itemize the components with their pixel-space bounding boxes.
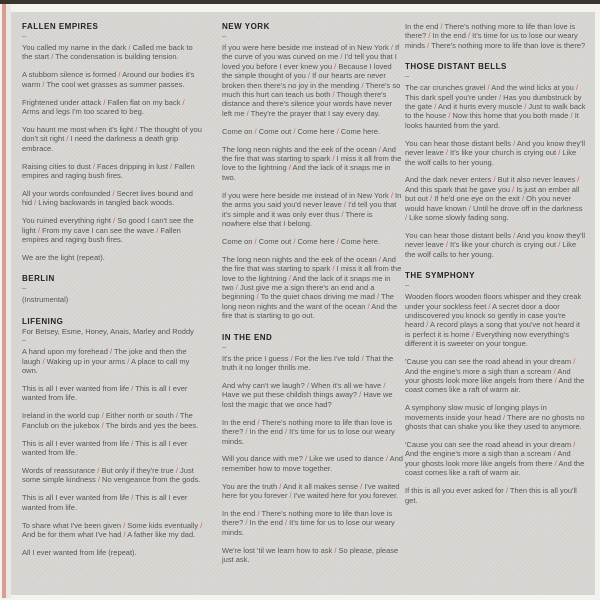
lyric-paragraph: We are the light (repeat). <box>22 253 105 262</box>
slash-separator: / <box>97 475 100 485</box>
song-section <box>405 62 586 259</box>
title-dash: – <box>22 335 27 345</box>
slash-separator: / <box>156 225 159 235</box>
slash-separator: / <box>471 329 474 339</box>
slash-separator: / <box>513 138 516 148</box>
lyric-paragraph: Come on / Come out / Come here / Come here. <box>222 236 381 246</box>
slash-separator: / <box>284 518 288 528</box>
lyric-paragraph: You called my name in the dark / Called me back to the start / The condensation is building tension. <box>22 43 193 62</box>
slash-separator: / <box>505 486 508 496</box>
slash-separator: / <box>235 283 238 293</box>
lyric-paragraph: 'Cause you can see the road ahead in your dream / And the engine's more a sigh than a scream / And your ghosts look more like angels from there / And the coast comes like a raft of warm air. <box>405 357 585 395</box>
slash-separator: / <box>512 184 515 194</box>
lyric-paragraph: If you were here beside me instead of in New York / In the arms you said you'd never leave / I'd tell you that it's simple and it was only ever thus / There is nowhere else that I belong. <box>222 190 402 228</box>
slash-separator: / <box>376 292 380 302</box>
slash-separator: / <box>42 79 45 89</box>
lyric-paragraph: Come on / Come out / Come here / Come here. <box>222 126 381 136</box>
slash-separator: / <box>254 236 257 246</box>
slash-separator: / <box>290 353 293 363</box>
slash-separator: / <box>340 52 343 62</box>
slash-separator: / <box>445 240 448 250</box>
song-section <box>405 271 586 505</box>
slash-separator: / <box>51 52 54 62</box>
slash-separator: / <box>34 198 37 208</box>
lyric-paragraph: The long neon nights and the eek of the ocean / And the fire that was starting to spark / I miss it all from the love to the lightning / And the lack of it snaps me in two / Just give me a sign there's an end and a beginning / To the quiet chaos driving me mad / The long neon nights and the want of the ocean / And the fire that is starting to go out. <box>222 254 402 321</box>
slash-separator: / <box>101 411 104 421</box>
slash-separator: / <box>378 254 381 264</box>
slash-separator: / <box>577 175 580 185</box>
lyric-paragraph: You haunt me most when it's light / The thought of you don't sit right / I need the darkness a death grip embrace. <box>22 124 202 153</box>
slash-separator: / <box>554 375 557 385</box>
lyric-paragraph: And the dark never enters / But it also never leaves / And this spark that he gave you / Is just an ember all but out / If he'd one eye on the exit / Oh you never would have known / Until he drove off in the darkness / Like some slowly fading song. <box>405 175 583 223</box>
lyric-paragraph: To share what I've been given / Some kids eventually / And be for them what I've had / A father like my dad. <box>22 520 203 539</box>
song-title: IN THE END <box>222 332 273 342</box>
slash-separator: / <box>573 440 576 449</box>
slash-separator: / <box>306 380 309 390</box>
slash-separator: / <box>341 209 344 219</box>
slash-separator: / <box>289 491 292 501</box>
slash-separator: / <box>573 357 576 367</box>
slash-separator: / <box>383 380 386 390</box>
slash-separator: / <box>513 231 516 240</box>
slash-separator: / <box>332 154 335 164</box>
lyric-paragraph: This is all I ever wanted from life / This is all I ever wanted from life. <box>22 493 188 512</box>
lyric-paragraph: All I ever wanted from life (repeat). <box>22 547 137 557</box>
slash-separator: / <box>127 356 130 366</box>
slash-separator: / <box>131 493 134 503</box>
song-section <box>222 22 403 321</box>
slash-separator: / <box>361 80 364 90</box>
title-dash: – <box>22 283 27 293</box>
lyric-paragraph: Will you dance with me? / Like we used to dance / And remember how to move together. <box>222 454 403 473</box>
slash-separator: / <box>570 111 573 121</box>
slash-separator: / <box>103 97 106 107</box>
slash-separator: / <box>279 481 282 491</box>
slash-separator: / <box>135 124 138 134</box>
slash-separator: / <box>359 390 362 400</box>
slash-separator: / <box>405 213 408 223</box>
slash-separator: / <box>498 92 502 102</box>
title-dash: – <box>222 31 227 40</box>
slash-separator: / <box>293 236 296 246</box>
slash-separator: / <box>97 465 100 475</box>
lyric-paragraph: The long neon nights and the eek of the ocean / And the fire that was starting to spark / I miss it all from the love to the lightning / And the lack of it snaps me in two. <box>222 144 402 182</box>
slash-separator: / <box>288 163 291 173</box>
slash-separator: / <box>200 520 203 530</box>
lyric-paragraph: (Instrumental) <box>22 295 69 305</box>
song-dedication: For Betsey, Esme, Honey, Anais, Marley and Roddy <box>22 326 194 336</box>
lyric-paragraph: It's the price I guess / For the lies I've told / That the truth it no longer thrills me. <box>222 353 394 373</box>
slash-separator: / <box>467 31 471 41</box>
lyric-paragraph: You can hear those distant bells / And you know they'll never leave / It's like your church is crying out / Like the wolf calls to her young. <box>405 231 586 259</box>
song-title: FALLEN EMPIRES <box>22 22 99 31</box>
slash-separator: / <box>390 190 393 200</box>
lyric-paragraph: Words of reassurance / But only if they're true / Just some simple kindness / No vengeance from the gods. <box>22 465 201 485</box>
slash-separator: / <box>245 518 248 528</box>
slash-separator: / <box>257 417 260 427</box>
slash-separator: / <box>553 449 556 459</box>
slash-separator: / <box>256 292 259 302</box>
photo-top-edge <box>0 0 600 4</box>
lyric-paragraph: If you were here beside me instead of in New York / If the curve of you was curved on me / I'd tell you that I loved you before I ever knew you / Because I loved the simple thought of you / If our hearts are never broken then there's no joy in the mending / There's so much this hurt can teach us both / Though there's distance and there's silence your words have never left me / They're the prayer that I say every day. <box>222 43 401 118</box>
slash-separator: / <box>109 347 113 357</box>
slash-separator: / <box>427 40 430 50</box>
slash-separator: / <box>245 427 248 437</box>
slash-separator: / <box>66 134 69 144</box>
slash-separator: / <box>428 31 431 41</box>
slash-separator: / <box>293 126 296 136</box>
slash-separator: / <box>101 420 104 430</box>
slash-separator: / <box>558 240 561 250</box>
slash-separator: / <box>112 188 115 198</box>
slash-separator: / <box>487 83 490 93</box>
song-section <box>22 274 203 304</box>
lyrics-column-1 <box>22 22 203 566</box>
slash-separator: / <box>123 520 126 530</box>
slash-separator: / <box>123 529 126 539</box>
title-dash: – <box>222 341 227 351</box>
slash-separator: / <box>182 97 185 107</box>
slash-separator: / <box>257 509 260 519</box>
lyric-paragraph: In the end / There's nothing more to life than love is there? / In the end / It's time for us to lose our weary minds / There's nothing more to life than love is there? <box>405 22 586 50</box>
slash-separator: / <box>334 61 337 71</box>
slash-separator: / <box>92 161 95 171</box>
lyrics-page <box>11 12 595 595</box>
slash-separator: / <box>468 203 471 213</box>
slash-separator: / <box>246 108 249 118</box>
lyric-paragraph: You can hear those distant bells / And you know they'll never leave / It's like your church is crying out / Like the wolf calls to her young. <box>405 138 586 167</box>
title-dash: – <box>405 280 410 290</box>
slash-separator: / <box>304 454 308 464</box>
slash-separator: / <box>175 411 178 421</box>
title-dash: – <box>405 71 410 81</box>
slash-separator: / <box>575 83 579 93</box>
slash-separator: / <box>113 216 116 226</box>
slash-separator: / <box>361 353 364 363</box>
song-section <box>22 317 203 557</box>
lyric-paragraph: Ireland in the world cup / Either north or south / The Fanclub on the jukebox / The birds and yes the bees. <box>22 411 199 430</box>
slash-separator: / <box>307 71 310 81</box>
slash-separator: / <box>553 366 556 376</box>
lyric-paragraph: In the end / There's nothing more to life than love is there? / In the end / It's time for us to lose our weary minds. <box>222 509 395 537</box>
slash-separator: / <box>385 454 388 464</box>
slash-separator: / <box>430 194 433 204</box>
lyric-paragraph: A hand upon my forehead / The joke and then the laugh / Waking up in your arms / A place to call my own. <box>22 347 190 376</box>
slash-separator: / <box>336 236 339 246</box>
lyrics-column-3 <box>405 22 586 513</box>
lyric-paragraph: Raising cities to dust / Faces dripping in lust / Fallen empires and raging bush fires. <box>22 161 195 181</box>
lyrics-column-2 <box>222 22 403 573</box>
slash-separator: / <box>445 148 448 158</box>
lyric-paragraph: Frightened under attack / Fallen flat on my back / Arms and legs I'm too scared to beg. <box>22 97 185 117</box>
lyric-paragraph: All your words confounded / Secret lives bound and hid / Living backwards in tangled back woods. <box>22 188 193 208</box>
song-section <box>22 22 203 262</box>
slash-separator: / <box>360 481 363 491</box>
slash-separator: / <box>131 438 134 448</box>
slash-separator: / <box>558 148 561 158</box>
slash-separator: / <box>131 383 134 393</box>
song-title: BERLIN <box>22 274 55 284</box>
slash-separator: / <box>521 194 525 204</box>
slash-separator: / <box>440 22 443 31</box>
song-title: THOSE DISTANT BELLS <box>405 62 507 72</box>
slash-separator: / <box>367 301 370 311</box>
lyric-paragraph: 'Cause you can see the road ahead in your dream / And the engine's more a sigh than a scream / And your ghosts look more like angels from there / And the coast comes like a raft of warm air. <box>405 440 585 478</box>
song-title: NEW YORK <box>222 22 270 31</box>
slash-separator: / <box>118 70 121 80</box>
song-title: LIFENING <box>22 316 64 326</box>
slash-separator: / <box>170 161 173 171</box>
slash-separator: / <box>390 43 393 52</box>
slash-separator: / <box>37 225 40 235</box>
lyric-paragraph: A stubborn silence is formed / Around our bodies it's warm / The cool wet grasses as summer passes. <box>22 70 195 89</box>
slash-separator: / <box>502 412 506 422</box>
lyric-paragraph: A symphony slow music of longing plays in movements inside your head / There are no ghosts no ghosts that can shake you like they used to anymore. <box>405 403 585 432</box>
slash-separator: / <box>128 43 131 52</box>
lyric-paragraph: We're lost 'til we learn how to ask / So please, please just ask. <box>222 545 399 565</box>
lyric-paragraph: You ruined everything right / So good I can't see the light / From my cave I can see the wave / Fallen empires and raging bush fires. <box>22 216 194 245</box>
slash-separator: / <box>334 545 337 555</box>
slash-separator: / <box>488 301 491 311</box>
song-section <box>405 22 586 50</box>
slash-separator: / <box>448 111 451 121</box>
lyric-paragraph: You are the truth / And it all makes sense / I've waited here for you forever / I've waited here for you forever. <box>222 481 400 501</box>
slash-separator: / <box>254 126 257 136</box>
lyric-paragraph: Wooden floors wooden floors whisper and they creak under your sockless feet / A secret door a door undiscovered you knock so gently in case you're heard / A record plays a song that you've not heard it is perfect it is home / Everything now everything's different it is sweeter on your tongue. <box>405 292 582 349</box>
slash-separator: / <box>288 273 291 283</box>
slash-separator: / <box>332 90 335 100</box>
slash-separator: / <box>434 102 437 112</box>
lyric-paragraph: And why can't we laugh? / When it's all we have / Have we put these childish things away? / Have we lost the magic that we once had? <box>222 380 393 409</box>
slash-separator: / <box>493 175 496 185</box>
lyric-paragraph: This is all I ever wanted from life / This is all I ever wanted from life. <box>22 438 188 457</box>
title-dash: – <box>22 31 27 40</box>
song-section <box>222 333 403 565</box>
slash-separator: / <box>284 427 288 437</box>
lyric-paragraph: In the end / There's nothing more to life than love is there? / In the end / It's time for us to lose our weary minds. <box>222 417 395 446</box>
song-title: THE SYMPHONY <box>405 271 476 281</box>
lyric-paragraph: The car crunches gravel / And the wind licks at you / This dark spell you're under / Has you dumbstruck by the gate / And it hurts every muscle / Just to walk back to the house / Now this home that you both made / It looks haunted from the yard. <box>405 83 586 130</box>
slash-separator: / <box>378 144 381 154</box>
slash-separator: / <box>175 465 178 475</box>
slash-separator: / <box>426 320 429 330</box>
slash-separator: / <box>336 126 339 136</box>
slash-separator: / <box>524 102 527 112</box>
lyric-paragraph: This is all I ever wanted from life / This is all I ever wanted from life. <box>22 383 188 403</box>
lyric-paragraph: If this is all you ever asked for / Then this is all you'll get. <box>405 486 577 505</box>
slash-separator: / <box>343 200 347 210</box>
slash-separator: / <box>332 264 335 274</box>
slash-separator: / <box>554 458 557 468</box>
slash-separator: / <box>42 356 45 366</box>
